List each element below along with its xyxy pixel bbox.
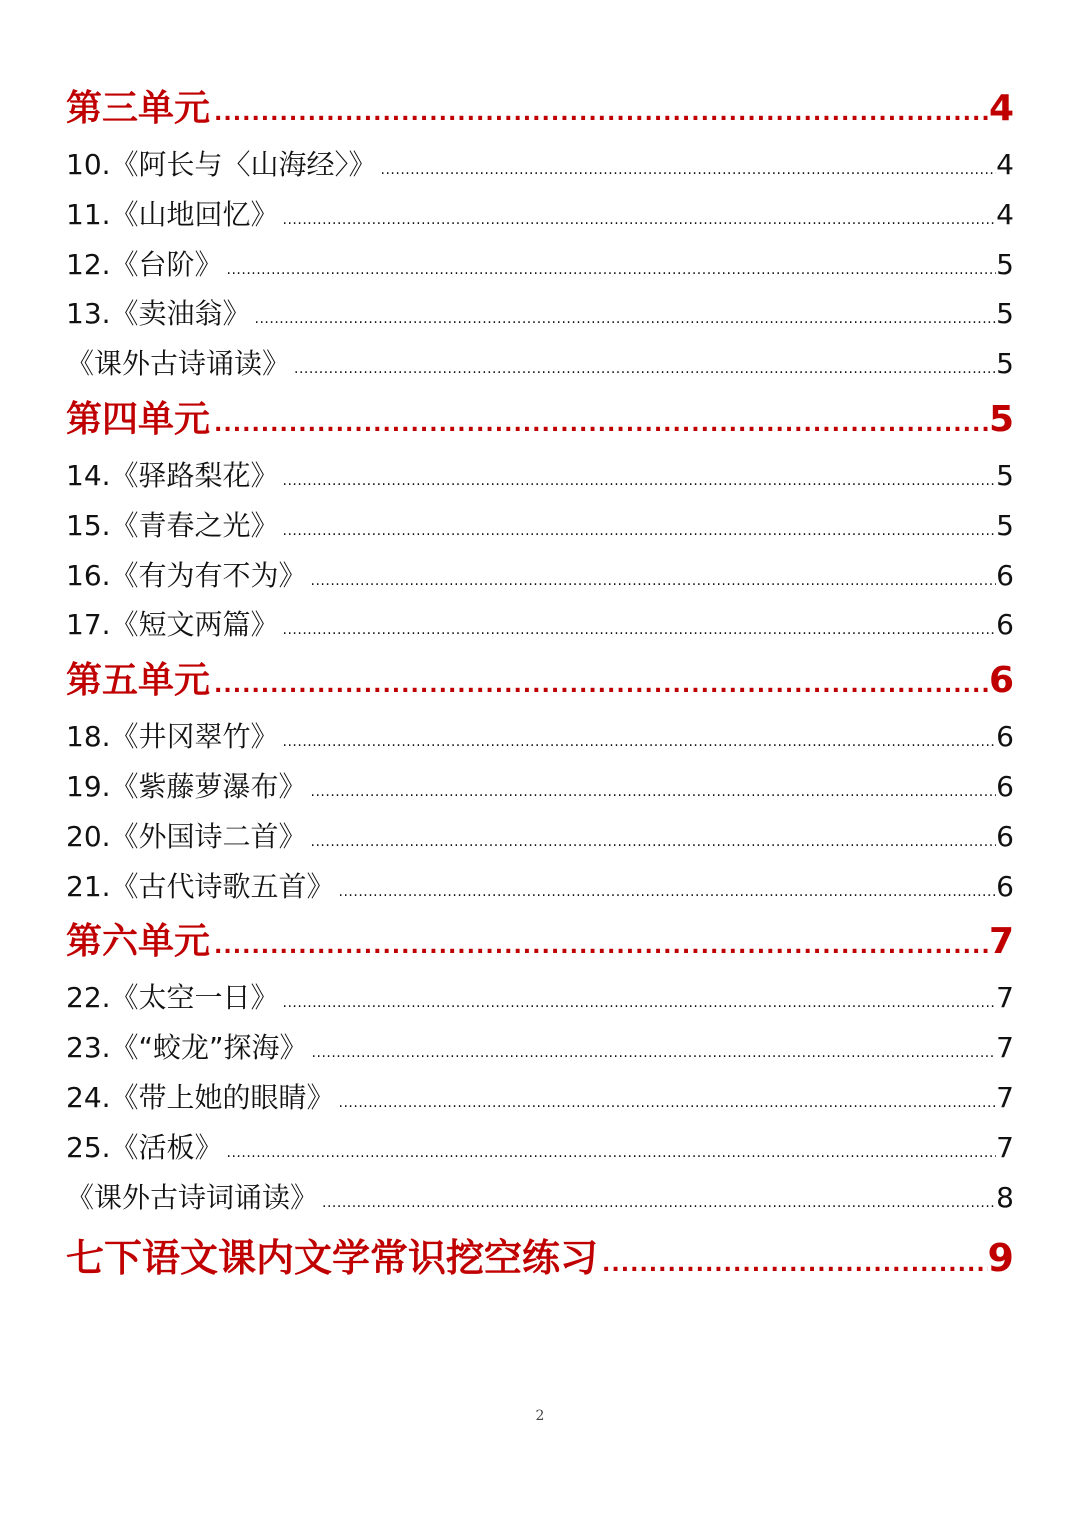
dot-leader: [223, 246, 997, 290]
dot-leader: [307, 768, 997, 812]
toc-page-number: 5: [996, 347, 1014, 381]
toc-entry[interactable]: [66, 501, 1014, 551]
toc-entry[interactable]: [66, 812, 1014, 862]
dot-leader: [279, 457, 997, 501]
toc-title: 20.《外国诗二首》: [66, 819, 307, 853]
toc-page-number: 4: [996, 197, 1014, 231]
toc-title: 21.《古代诗歌五首》: [66, 869, 335, 903]
toc-entry[interactable]: [66, 973, 1014, 1023]
dot-leader: [290, 345, 996, 389]
toc-entry[interactable]: [66, 140, 1014, 190]
toc-entry[interactable]: [66, 862, 1014, 912]
page-number: 2: [535, 1408, 545, 1424]
toc-page-number: 6: [996, 608, 1014, 642]
dot-leader: [279, 718, 997, 762]
dot-leader: [210, 655, 989, 712]
toc-page-number: 6: [996, 720, 1014, 754]
toc-entry[interactable]: [66, 600, 1014, 650]
table-of-contents: [66, 78, 1014, 1294]
toc-page-number: 6: [996, 558, 1014, 592]
dot-leader: [251, 295, 997, 339]
dot-leader: [598, 1229, 988, 1294]
toc-entry[interactable]: [66, 240, 1014, 290]
toc-page-number: 7: [988, 921, 1014, 963]
toc-section-heading[interactable]: [66, 650, 1014, 712]
dot-leader: [335, 1079, 997, 1123]
toc-title: 23.《“蛟龙”探海》: [66, 1031, 308, 1065]
toc-page-number: 5: [996, 247, 1014, 281]
toc-section-heading[interactable]: [66, 389, 1014, 451]
toc-entry[interactable]: [66, 451, 1014, 501]
dot-leader: [377, 146, 997, 190]
toc-title: 18.《井冈翠竹》: [66, 720, 279, 754]
toc-entry[interactable]: [66, 1023, 1014, 1073]
dot-leader: [210, 916, 989, 973]
toc-title: 第四单元: [66, 398, 211, 440]
toc-page-number: 7: [996, 1130, 1014, 1164]
toc-page-number: 6: [988, 660, 1014, 702]
toc-title: 12.《台阶》: [66, 247, 223, 281]
toc-page-number: 5: [996, 508, 1014, 542]
toc-section-heading[interactable]: [66, 78, 1014, 140]
toc-page-number: 7: [996, 1031, 1014, 1065]
toc-entry[interactable]: [66, 339, 1014, 389]
dot-leader: [307, 557, 997, 601]
toc-title: 16.《有为有不为》: [66, 558, 307, 592]
toc-title: 10.《阿长与〈山海经〉》: [66, 148, 377, 181]
toc-section-heading[interactable]: [66, 911, 1014, 973]
dot-leader: [308, 1029, 997, 1073]
toc-chapter-heading[interactable]: [66, 1222, 1014, 1294]
toc-page-number: 5: [996, 458, 1014, 492]
toc-title: 13.《卖油翁》: [66, 297, 251, 331]
toc-title: 第五单元: [66, 660, 211, 702]
toc-title: 17.《短文两篇》: [66, 608, 279, 642]
toc-page-number: 9: [987, 1236, 1014, 1281]
dot-leader: [307, 818, 997, 862]
toc-title: 14.《驿路梨花》: [66, 458, 279, 492]
toc-entry[interactable]: [66, 289, 1014, 339]
toc-page-number: 6: [996, 819, 1014, 853]
dot-leader: [210, 83, 989, 140]
toc-entry[interactable]: [66, 190, 1014, 240]
dot-leader: [279, 979, 997, 1023]
dot-leader: [279, 606, 997, 650]
toc-page-number: 7: [996, 1080, 1014, 1114]
toc-page-number: 8: [996, 1180, 1014, 1214]
toc-page-number: 5: [988, 398, 1014, 440]
toc-title: 22.《太空一日》: [66, 981, 279, 1015]
toc-page-number: 6: [996, 769, 1014, 803]
toc-title: 19.《紫藤萝瀑布》: [66, 769, 307, 803]
dot-leader: [335, 868, 997, 912]
toc-title: 《课外古诗诵读》: [66, 347, 291, 381]
toc-entry[interactable]: [66, 712, 1014, 762]
dot-leader: [279, 196, 997, 240]
toc-entry[interactable]: [66, 1173, 1014, 1223]
toc-page-number: 4: [996, 148, 1014, 181]
toc-page-number: 7: [996, 981, 1014, 1015]
toc-title: 《课外古诗词诵读》: [66, 1180, 319, 1214]
toc-title: 第三单元: [66, 88, 211, 129]
toc-title: 25.《活板》: [66, 1130, 223, 1164]
dot-leader: [223, 1129, 997, 1173]
toc-entry[interactable]: [66, 1123, 1014, 1173]
dot-leader: [318, 1179, 996, 1223]
dot-leader: [279, 507, 997, 551]
toc-title: 15.《青春之光》: [66, 508, 279, 542]
toc-title: 11.《山地回忆》: [66, 197, 279, 231]
toc-title: 七下语文课内文学常识挖空练习: [66, 1236, 599, 1281]
dot-leader: [210, 394, 989, 451]
toc-page-number: 6: [996, 869, 1014, 903]
toc-page-number: 5: [996, 297, 1014, 331]
toc-title: 24.《带上她的眼睛》: [66, 1080, 335, 1114]
toc-title: 第六单元: [66, 921, 211, 963]
toc-entry[interactable]: [66, 551, 1014, 601]
toc-page-number: 4: [988, 88, 1014, 129]
toc-entry[interactable]: [66, 1073, 1014, 1123]
toc-entry[interactable]: [66, 762, 1014, 812]
